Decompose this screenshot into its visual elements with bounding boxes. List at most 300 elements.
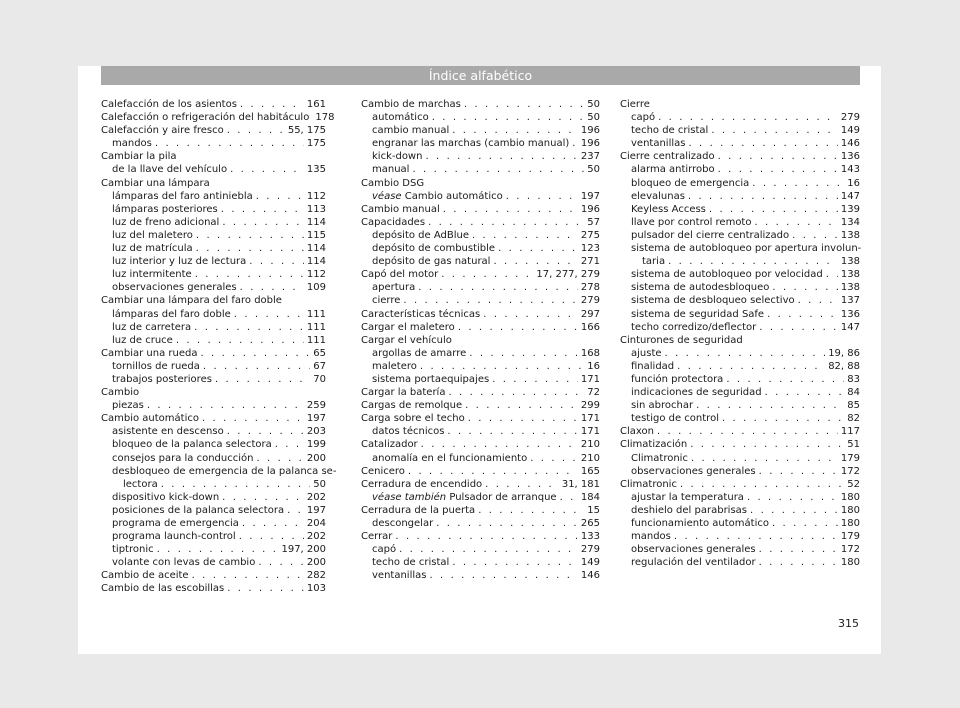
dot-leader: [759, 556, 838, 569]
dot-leader: [230, 163, 304, 176]
entry-label: observaciones generales: [631, 544, 756, 556]
entry-page: 180: [840, 491, 860, 503]
entry-page: 135: [306, 164, 326, 176]
index-entry: [361, 124, 600, 137]
index-heading: Cambio DSG: [361, 177, 425, 189]
dot-leader: [772, 517, 838, 530]
dot-leader: [240, 98, 304, 111]
dot-leader: [572, 137, 578, 150]
index-line: desbloqueo de emergencia de la palanca se-: [112, 465, 337, 477]
entry-label: apertura: [372, 282, 416, 294]
index-entry: [361, 268, 600, 281]
entry-page: 166: [580, 321, 600, 333]
index-entry: [361, 203, 600, 216]
index-entry: [101, 281, 326, 294]
dot-leader: [215, 373, 310, 386]
dot-leader: [200, 347, 310, 360]
index-entry: [620, 425, 860, 438]
index-entry: [101, 308, 326, 321]
index-heading: Cambiar una lámpara: [101, 177, 210, 189]
entry-label: Cargar la batería: [361, 387, 446, 399]
index-entry: [361, 452, 600, 465]
dot-leader: [772, 281, 837, 294]
index-entry: [361, 360, 600, 373]
dot-leader: [478, 504, 584, 517]
dot-leader: [176, 334, 304, 347]
entry-label: regulación del ventilador: [631, 557, 756, 569]
entry-label: luz interior y luz de lectura: [112, 256, 247, 268]
entry-label: lámparas posteriores: [112, 203, 218, 215]
entry-page: 178: [315, 112, 335, 124]
entry-label: tiptronic: [112, 544, 154, 556]
entry-label: ajustar la temperatura: [631, 491, 744, 503]
index-entry: [361, 190, 600, 203]
entry-page: 196: [580, 138, 600, 150]
dot-leader: [483, 308, 578, 321]
entry-page: 278: [580, 282, 600, 294]
index-entry: [101, 268, 326, 281]
dot-leader: [421, 438, 578, 451]
entry-label: kick-down: [372, 151, 423, 163]
dot-leader: [428, 216, 584, 229]
index-entry: [620, 373, 860, 386]
index-entry: [620, 281, 860, 294]
dot-leader: [239, 530, 304, 543]
index-entry: [101, 556, 326, 569]
entry-page: 114: [306, 256, 326, 268]
entry-page: 200: [306, 452, 326, 464]
entry-page: 196: [580, 203, 600, 215]
entry-label: cambio manual: [372, 125, 450, 137]
dot-leader: [485, 478, 559, 491]
entry-label: Características técnicas: [361, 308, 481, 320]
dot-leader: [492, 373, 578, 386]
dot-leader: [657, 425, 838, 438]
entry-page: 279: [580, 295, 600, 307]
entry-label: Cambio automático: [101, 413, 199, 425]
index-entry: [101, 504, 326, 517]
dot-leader: [195, 268, 304, 281]
entry-page: 115: [306, 229, 326, 241]
dot-leader: [258, 556, 304, 569]
entry-page: 196: [580, 125, 600, 137]
entry-label: finalidad: [631, 360, 675, 372]
index-heading: Cambiar la pila: [101, 151, 177, 163]
index-entry: [361, 425, 600, 438]
dot-leader: [759, 321, 838, 334]
entry-page: 143: [840, 164, 860, 176]
entry-label: asistente en descenso: [112, 426, 224, 438]
entry-page: 297: [580, 308, 600, 320]
entry-label-text: Pulsador de arranque: [449, 491, 557, 503]
entry-page: 202: [306, 491, 326, 503]
entry-page: 200: [306, 557, 326, 569]
entry-label: Cargar el maletero: [361, 321, 455, 333]
dot-leader: [826, 268, 838, 281]
index-entry: [361, 569, 600, 582]
index-column-2: [361, 98, 600, 582]
index-entry: [620, 190, 860, 203]
dot-leader: [275, 438, 304, 451]
dot-leader: [429, 569, 577, 582]
entry-page: 259: [306, 400, 326, 412]
dot-leader: [469, 347, 578, 360]
index-entry: [101, 255, 326, 268]
entry-label: lectora: [123, 478, 158, 490]
entry-page: 114: [306, 243, 326, 255]
entry-label: luz intermitente: [112, 269, 192, 281]
index-entry: [620, 177, 860, 190]
index-entry: [620, 268, 860, 281]
entry-label: elevalunas: [631, 190, 685, 202]
dot-leader: [798, 294, 838, 307]
entry-label: Capacidades: [361, 216, 426, 228]
index-entry: [620, 386, 860, 399]
index-entry: [620, 216, 860, 229]
entry-label: Calefacción de los asientos: [101, 99, 237, 110]
entry-page: 197, 200: [281, 544, 326, 556]
entry-page: 50: [587, 99, 600, 110]
index-entry: [361, 465, 600, 478]
dot-leader: [420, 360, 584, 373]
index-entry: [361, 137, 600, 150]
index-entry: [101, 373, 326, 386]
index-entry: [361, 347, 600, 360]
entry-label: pulsador del cierre centralizado: [631, 229, 790, 241]
index-entry: [620, 360, 860, 373]
dot-leader: [759, 543, 838, 556]
entry-page: 197: [306, 413, 326, 425]
entry-label: Cargas de remolque: [361, 400, 463, 412]
dot-leader: [222, 216, 304, 229]
dot-leader: [221, 203, 304, 216]
index-entry: [620, 504, 860, 517]
entry-label: techo corredizo/deflector: [631, 321, 757, 333]
dot-leader: [726, 373, 844, 386]
entry-page: 136: [840, 151, 860, 163]
index-entry: [101, 347, 326, 360]
dot-leader: [227, 124, 285, 137]
entry-label: argollas de amarre: [372, 347, 467, 359]
entry-page: 17, 277, 279: [536, 269, 600, 281]
entry-page: 197: [580, 190, 600, 202]
entry-label: sistema de autobloqueo por velocidad: [631, 269, 823, 281]
index-entry: [101, 216, 326, 229]
index-entry: [101, 399, 326, 412]
dot-leader: [767, 308, 838, 321]
entry-label: lámparas del faro antiniebla: [112, 190, 253, 202]
dot-leader: [425, 150, 577, 163]
dot-leader: [196, 242, 304, 255]
entry-label: Climatronic: [620, 478, 677, 490]
entry-page: 138: [840, 269, 860, 281]
dot-leader: [202, 412, 304, 425]
entry-label: mandos: [631, 531, 671, 543]
entry-page: 184: [580, 491, 600, 503]
dot-leader: [677, 360, 825, 373]
dot-leader: [674, 530, 838, 543]
dot-leader: [447, 425, 577, 438]
entry-page: 271: [580, 256, 600, 268]
index-entry: [101, 124, 326, 137]
entry-page: 147: [840, 321, 860, 333]
entry-page: 161: [306, 99, 326, 110]
index-entry: [101, 360, 326, 373]
see-reference: véase también: [372, 491, 447, 503]
entry-page: 199: [306, 439, 326, 451]
entry-page: 15: [587, 504, 600, 516]
index-entry: [620, 294, 860, 307]
entry-label: ajuste: [631, 347, 662, 359]
entry-page: 149: [840, 125, 860, 137]
index-entry: [361, 163, 600, 176]
entry-label: Carga sobre el techo: [361, 413, 465, 425]
entry-label: Cambio manual: [361, 203, 440, 215]
entry-label: volante con levas de cambio: [112, 557, 256, 569]
index-entry: [101, 412, 326, 425]
index-entry: [361, 491, 600, 504]
entry-page: 171: [580, 373, 600, 385]
index-entry: [620, 111, 860, 124]
dot-leader: [718, 163, 838, 176]
index-entry: [620, 543, 860, 556]
entry-page: 70: [313, 373, 326, 385]
entry-label: cierre: [372, 295, 401, 307]
index-entry: [620, 491, 860, 504]
entry-label: bloqueo de la palanca selectora: [112, 439, 272, 451]
entry-label: luz de carretera: [112, 321, 192, 333]
entry-page: 109: [306, 282, 326, 294]
index-entry: [361, 111, 600, 124]
dot-leader: [222, 491, 304, 504]
entry-label: programa de emergencia: [112, 518, 239, 529]
dot-leader: [155, 137, 304, 150]
entry-label: testigo de control: [631, 413, 719, 425]
entry-page: 210: [580, 452, 600, 464]
dot-leader: [750, 504, 838, 517]
entry-page: 52: [847, 478, 860, 490]
index-entry: [101, 452, 326, 465]
entry-page: 16: [587, 360, 600, 372]
entry-page: 147: [840, 190, 860, 202]
entry-page: 84: [847, 387, 860, 399]
entry-label: sin abrochar: [631, 400, 694, 412]
index-entry: [361, 504, 600, 517]
dot-leader: [688, 137, 837, 150]
dot-leader: [443, 203, 578, 216]
dot-leader: [765, 386, 845, 399]
index-entry: [620, 412, 860, 425]
index-entry: [101, 543, 326, 556]
dot-leader: [465, 399, 578, 412]
dot-leader: [680, 478, 844, 491]
dot-leader: [240, 281, 304, 294]
index-heading: Cambiar una lámpara del faro doble: [101, 295, 282, 307]
dot-leader: [147, 399, 304, 412]
entry-page: 117: [840, 426, 860, 438]
index-entry: [620, 137, 860, 150]
index-entry: [620, 478, 860, 491]
dot-leader: [658, 111, 838, 124]
dot-leader: [696, 399, 844, 412]
dot-leader: [436, 517, 578, 530]
entry-label: trabajos posteriores: [112, 373, 212, 385]
see-reference: véase: [372, 190, 402, 202]
entry-label: Cambiar una rueda: [101, 347, 198, 359]
entry-label: Cerradura de encendido: [361, 478, 483, 490]
dot-leader: [227, 582, 304, 595]
index-entry: [361, 321, 600, 334]
index-heading: Cierre: [620, 99, 650, 110]
index-entry: [361, 373, 600, 386]
entry-page: 50: [587, 164, 600, 176]
entry-label: mandos: [112, 138, 152, 150]
index-entry: [101, 229, 326, 242]
dot-leader: [493, 255, 577, 268]
entry-page: 172: [840, 544, 860, 556]
entry-page: 65: [313, 347, 326, 359]
entry-label: luz de freno adicional: [112, 216, 220, 228]
dot-leader: [192, 569, 304, 582]
dot-leader: [196, 229, 304, 242]
index-entry: [361, 517, 600, 530]
entry-label: Calefacción o refrigeración del habitáculo: [101, 112, 310, 124]
entry-label: Cerradura de la puerta: [361, 504, 476, 516]
index-entry: [101, 137, 326, 150]
entry-label: Cambio de aceite: [101, 570, 189, 582]
index-entry: [361, 242, 600, 255]
entry-label: Cenicero: [361, 465, 405, 477]
index-entry: [101, 203, 326, 216]
entry-page: 265: [580, 518, 600, 529]
entry-page: 137: [840, 295, 860, 307]
entry-label: [372, 190, 503, 203]
entry-page: 204: [306, 518, 326, 529]
entry-page: 103: [306, 583, 326, 595]
index-entry: [101, 517, 326, 530]
entry-page: 111: [306, 334, 326, 346]
entry-page: 180: [840, 504, 860, 516]
entry-page: 82: [847, 413, 860, 425]
index-entry: [620, 308, 860, 321]
entry-label: engranar las marchas (cambio manual): [372, 138, 570, 150]
entry-label: taria: [642, 256, 666, 268]
entry-page: 134: [840, 216, 860, 228]
entry-page: 237: [580, 151, 600, 163]
index-entry: [101, 321, 326, 334]
dot-leader: [498, 242, 578, 255]
dot-leader: [448, 386, 584, 399]
index-entry: [101, 491, 326, 504]
entry-page: 67: [313, 360, 326, 372]
entry-page: 168: [580, 347, 600, 359]
dot-leader: [665, 347, 826, 360]
entry-label: techo de cristal: [372, 557, 450, 569]
entry-page: 138: [840, 282, 860, 294]
index-entry: [620, 438, 860, 451]
entry-label: [372, 491, 557, 504]
entry-page: 172: [840, 465, 860, 477]
entry-label: sistema de seguridad Safe: [631, 308, 765, 320]
dot-leader: [432, 111, 585, 124]
entry-page: 279: [840, 112, 860, 124]
dot-leader: [256, 190, 304, 203]
dot-leader: [711, 124, 838, 137]
entry-page: 83: [847, 373, 860, 385]
index-entry: [620, 203, 860, 216]
index-entry: [101, 163, 326, 176]
index-entry: [361, 150, 600, 163]
dot-leader: [468, 412, 578, 425]
entry-page: 50: [313, 478, 326, 490]
entry-label: tornillos de rueda: [112, 360, 200, 372]
index-entry: [101, 242, 326, 255]
index-entry: [101, 569, 326, 582]
index-entry: [620, 150, 860, 163]
dot-leader: [395, 530, 577, 543]
entry-label: ventanillas: [631, 138, 686, 150]
index-entry: [620, 124, 860, 137]
dot-leader: [691, 452, 838, 465]
index-entry: [361, 255, 600, 268]
entry-page: 146: [580, 570, 600, 582]
entry-label: capó: [631, 112, 656, 124]
dot-leader: [506, 190, 578, 203]
entry-page: 202: [306, 531, 326, 543]
dot-leader: [754, 216, 837, 229]
entry-page: 180: [840, 557, 860, 569]
entry-label: Cerrar: [361, 531, 393, 543]
dot-leader: [530, 452, 578, 465]
dot-leader: [287, 504, 304, 517]
index-heading: Cinturones de seguridad: [620, 334, 743, 346]
entry-label: llave por control remoto: [631, 216, 752, 228]
index-line: sistema de autobloqueo por apertura involun-: [631, 243, 862, 255]
entry-page: 210: [580, 439, 600, 451]
entry-page: 31, 181: [561, 478, 600, 490]
entry-page: 51: [847, 439, 860, 451]
entry-label: Cierre centralizado: [620, 151, 715, 163]
entry-page: 55, 175: [287, 125, 326, 137]
entry-label: piezas: [112, 400, 144, 412]
index-entry: [101, 334, 326, 347]
entry-label: bloqueo de emergencia: [631, 177, 750, 189]
entry-label: indicaciones de seguridad: [631, 387, 762, 399]
entry-label: depósito de AdBlue: [372, 229, 469, 241]
index-entry: [620, 399, 860, 412]
dot-leader: [709, 203, 838, 216]
entry-page: 149: [580, 557, 600, 569]
dot-leader: [792, 229, 838, 242]
index-entry: [620, 321, 860, 334]
entry-page: 203: [306, 426, 326, 438]
entry-page: 57: [587, 216, 600, 228]
dot-leader: [412, 163, 584, 176]
index-entry: [101, 190, 326, 203]
entry-page: 138: [840, 229, 860, 241]
entry-label: consejos para la conducción: [112, 452, 254, 464]
index-entry: [361, 216, 600, 229]
index-entry: [101, 111, 335, 124]
entry-page: 114: [306, 216, 326, 228]
entry-label: observaciones generales: [112, 282, 237, 294]
dot-leader: [560, 491, 578, 504]
entry-label: datos técnicos: [372, 426, 445, 438]
dot-leader: [399, 543, 578, 556]
index-entry: [620, 347, 860, 360]
index-entry: [361, 229, 600, 242]
entry-label: Climatronic: [631, 452, 688, 464]
